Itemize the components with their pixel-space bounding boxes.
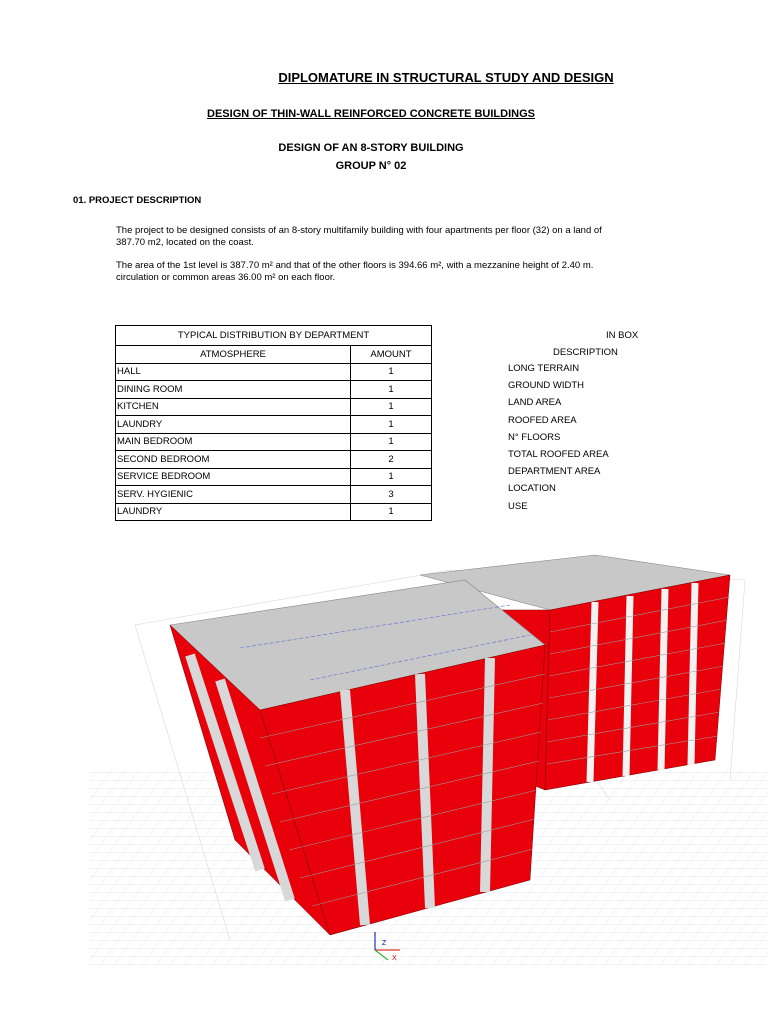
room-amount: 1	[351, 433, 432, 451]
list-item: USE	[508, 500, 528, 512]
description-label: DESCRIPTION	[553, 347, 618, 358]
column-header-amount: AMOUNT	[351, 346, 432, 364]
room-name: SECOND BEDROOM	[116, 451, 351, 469]
list-item: GROUND WIDTH	[508, 380, 584, 392]
column-header-atmosphere: ATMOSPHERE	[116, 346, 351, 364]
axis-x-label: X	[392, 955, 397, 962]
list-item: ROOFED AREA	[508, 414, 577, 426]
room-name: SERVICE BEDROOM	[116, 468, 351, 486]
room-name: LAUNDRY	[116, 503, 351, 521]
paragraph-line: The project to be designed consists of an 8-story multifamily building with four apartments per floor (32) on a land of	[116, 225, 602, 236]
doc-title: DIPLOMATURE IN STRUCTURAL STUDY AND DESIGN	[278, 70, 614, 85]
room-name: SERV. HYGIENIC	[116, 486, 351, 504]
table-title: TYPICAL DISTRIBUTION BY DEPARTMENT	[116, 326, 432, 346]
room-amount: 1	[351, 503, 432, 521]
paragraph-line: 387.70 m2, located on the coast.	[116, 237, 254, 248]
table-row	[116, 468, 432, 486]
room-name: DINING ROOM	[116, 381, 351, 399]
table-row	[116, 363, 432, 381]
room-amount: 3	[351, 486, 432, 504]
table-row	[116, 433, 432, 451]
list-item: N° FLOORS	[508, 431, 561, 443]
table-row	[116, 451, 432, 469]
table-row	[116, 503, 432, 521]
doc-subtitle: DESIGN OF THIN-WALL REINFORCED CONCRETE BUILDINGS	[207, 108, 535, 120]
room-name: LAUNDRY	[116, 416, 351, 434]
table-row	[116, 416, 432, 434]
paragraph-line: The area of the 1st level is 387.70 m² and that of the other floors is 394.66 m², with a mezzanine height of 2.40 m.	[116, 260, 594, 271]
room-amount: 1	[351, 381, 432, 399]
paragraph-line: circulation or common areas 36.00 m² on each floor.	[116, 272, 336, 283]
room-name: MAIN BEDROOM	[116, 433, 351, 451]
list-item: TOTAL ROOFED AREA	[508, 448, 609, 460]
project-paragraph-1	[116, 225, 656, 249]
table-row	[116, 381, 432, 399]
list-item: LAND AREA	[508, 397, 562, 409]
axis-z-label: Z	[382, 940, 387, 947]
table-row	[116, 398, 432, 416]
list-item: LOCATION	[508, 483, 556, 495]
room-amount: 1	[351, 416, 432, 434]
distribution-table	[115, 325, 432, 521]
design-title: DESIGN OF AN 8-STORY BUILDING	[278, 142, 464, 154]
room-amount: 1	[351, 363, 432, 381]
room-name: KITCHEN	[116, 398, 351, 416]
section-heading: 01. PROJECT DESCRIPTION	[73, 195, 202, 206]
inbox-label: IN BOX	[606, 330, 639, 341]
list-item: DEPARTMENT AREA	[508, 466, 601, 478]
project-paragraph-2	[116, 260, 656, 284]
building-3d-model	[90, 540, 768, 970]
room-amount: 1	[351, 398, 432, 416]
room-amount: 2	[351, 451, 432, 469]
list-item: LONG TERRAIN	[508, 363, 580, 374]
table-row	[116, 486, 432, 504]
description-list	[508, 360, 609, 515]
room-amount: 1	[351, 468, 432, 486]
group-number: GROUP N° 02	[335, 160, 407, 172]
room-name: HALL	[116, 363, 351, 381]
